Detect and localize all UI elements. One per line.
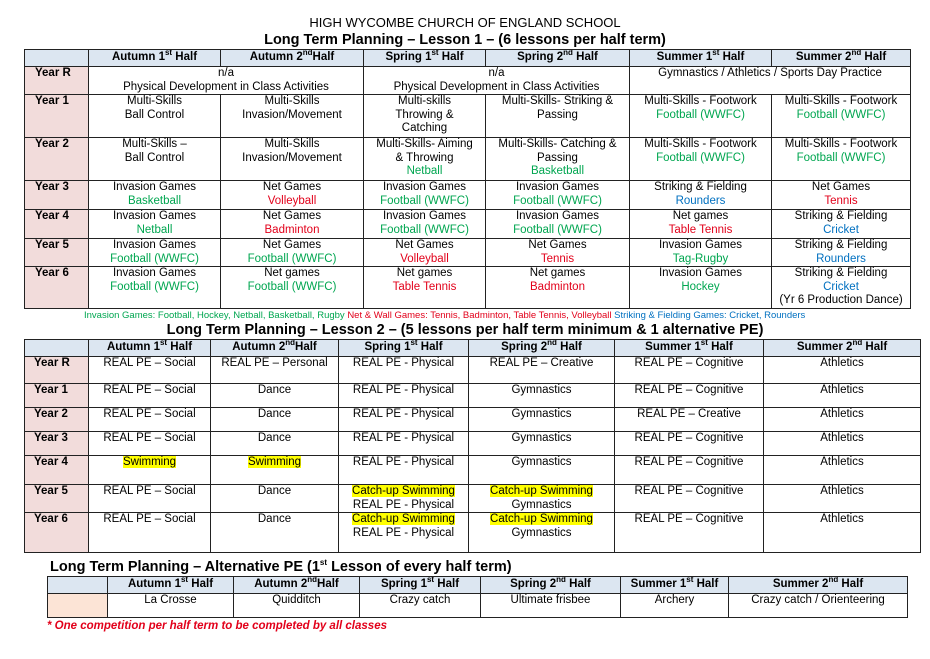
sport-text: Rounders [816,252,866,265]
sport-text: Football (WWFC) [380,223,469,236]
sport-text: Football (WWFC) [656,151,745,164]
cell [364,181,486,210]
lesson1-row-year-r [25,67,911,95]
swimming-highlight: Swimming [122,456,177,468]
header-spring-2: Spring 2nd Half [481,577,621,594]
sport-text: Football (WWFC) [796,151,886,164]
activity-text: Net games [529,267,586,279]
alt-title: Long Term Planning – Alternative PE (1st Lesson of every half term) [50,558,512,575]
activity-text: Net games [672,210,729,222]
lesson1-row-year-2 [25,138,911,181]
sport-text: Football (WWFC) [513,223,602,236]
lesson2-row-year-5 [25,485,921,513]
cell [486,267,630,309]
header-autumn-2: Autumn 2ndHalf [234,577,360,594]
activity-text: Invasion Games [112,239,197,251]
cell: Gymnastics [469,456,615,485]
corner-cell [48,577,108,594]
na-text: n/a [218,67,234,79]
activity-text: Ball Control [124,108,185,121]
activity-text: Multi-Skills - Footwork [644,138,757,150]
cell [221,210,364,239]
sport-text: Badminton [530,280,585,293]
activity-text: Striking & Fielding [654,181,747,193]
lesson2-header-row [25,340,921,357]
sport-text: Tag-Rugby [672,252,729,265]
cell: REAL PE - Physical [339,357,469,384]
lesson1-row-year-1 [25,95,911,138]
year-label: Year 5 [25,239,89,267]
legend-net: Net & Wall Games: Tennis, Badminton, Table Tennis, Volleyball [347,310,612,321]
activity-text: Invasion/Movement [242,151,342,164]
activity-text: Multi-Skills - Footwork [644,95,757,107]
catch-up-highlight: Catch-up Swimming [490,485,593,497]
activity-text: Net Games [262,181,322,193]
cell [486,181,630,210]
sport-text: Football (WWFC) [380,194,469,207]
cell: Athletics [764,485,921,513]
cell: REAL PE – Social [89,432,211,456]
activity-text: Invasion/Movement [242,108,342,121]
cell: Dance [211,432,339,456]
activity-text: Multi-Skills [127,95,182,107]
cell [89,138,221,181]
cell: Dance [211,513,339,553]
year-label: Year 2 [25,138,89,181]
cell: REAL PE – Cognitive [615,357,764,384]
sport-text: Football (WWFC) [796,108,886,121]
cell [630,239,772,267]
header-spring-2: Spring 2nd Half [486,50,630,67]
header-autumn-2: Autumn 2ndHalf [211,340,339,357]
activity-text: Striking & Fielding [794,239,888,251]
activity-text: Catching [401,122,448,134]
activity-text: & Throwing [395,151,454,164]
cell [89,267,221,309]
cell: REAL PE – Creative [469,357,615,384]
lesson2-table [24,339,921,553]
activity-text: Net Games [811,181,871,193]
sport-text: Basketball [127,194,182,207]
cell [89,95,221,138]
sport-text: Badminton [264,223,320,236]
activity-text: Physical Development in Class Activities [123,80,329,93]
cell: Quidditch [234,594,360,618]
activity-text: Gymnastics / Athletics / Sports Day Practice [658,67,882,79]
cell: Dance [211,485,339,513]
cell: Crazy catch / Orienteering [729,594,908,618]
cell [221,239,364,267]
cell [221,95,364,138]
activity-text: Throwing & [395,108,454,121]
activity-text: Striking & Fielding [794,267,888,279]
activity-text: Net Games [528,239,587,251]
lesson2-row-year-1 [25,384,921,408]
lesson1-header-row [25,50,911,67]
cell [89,239,221,267]
na-text: n/a [488,67,505,79]
cell: REAL PE – Social [89,513,211,553]
activity-text: Invasion Games [112,181,197,193]
activity-text: Striking & Fielding [794,210,888,222]
cell [364,267,486,309]
cell: Gymnastics [469,408,615,432]
cell: Dance [211,384,339,408]
sport-text: Table Tennis [392,280,457,293]
cell [486,138,630,181]
cell: Athletics [764,357,921,384]
activity-text: (Yr 6 Production Dance) [779,294,903,306]
activity-text: REAL PE - Physical [352,526,455,539]
alt-label-cell [48,594,108,618]
cell [630,181,772,210]
header-spring-2: Spring 2nd Half [469,340,615,357]
cell: REAL PE – Cognitive [615,456,764,485]
cell [221,181,364,210]
cell: REAL PE – Creative [615,408,764,432]
activity-text: Net games [396,267,453,279]
cell [772,267,911,309]
sport-text: Volleyball [400,252,449,265]
year-label: Year 3 [25,181,89,210]
header-spring-1: Spring 1st Half [360,577,481,594]
cell: REAL PE – Cognitive [615,384,764,408]
cell [89,210,221,239]
activity-text: Gymnastics [511,526,572,539]
sport-text: Rounders [675,194,726,207]
cell: Crazy catch [360,594,481,618]
corner-cell [25,50,89,67]
cell [772,181,911,210]
activity-text: Invasion Games [112,210,197,222]
sport-text: Football (WWFC) [110,252,199,265]
year-label: Year R [25,357,89,384]
cell [221,267,364,309]
cell: REAL PE - Physical [339,408,469,432]
sport-legend [84,310,924,321]
sport-text: Hockey [681,280,720,293]
alt-table [47,576,908,618]
activity-text: Multi-Skills- Catching & [498,138,617,150]
header-summer-1: Summer 1st Half [615,340,764,357]
cell [469,485,615,513]
sport-text: Football (WWFC) [110,280,199,293]
lesson2-row-year-r [25,357,921,384]
cell [486,239,630,267]
sport-text: Netball [136,223,173,236]
lesson1-title: Long Term Planning – Lesson 1 – (6 lessons per half term) [264,32,666,48]
cell [469,513,615,553]
cell [221,138,364,181]
sport-text: Cricket [823,223,859,236]
cell [772,95,911,138]
activity-text: Invasion Games [382,210,467,222]
catch-up-highlight: Catch-up Swimming [490,513,593,525]
sport-text: Tennis [824,194,858,207]
activity-text: Invasion Games [112,267,197,279]
lesson2-row-year-3 [25,432,921,456]
lesson2-title: Long Term Planning – Lesson 2 – (5 lessons per half term minimum & 1 alternative PE) [166,322,764,338]
legend-invasion: Invasion Games: Football, Hockey, Netball, Basketball, Rugby [84,310,345,321]
lesson1-row-year-6 [25,267,911,309]
activity-text: Multi-Skills [264,138,320,150]
yr-spring-cell [364,67,630,95]
sport-text: Volleyball [267,194,317,207]
cell [89,181,221,210]
activity-text: Gymnastics [511,498,572,511]
activity-text: Multi-Skills- Aiming [376,138,473,150]
header-spring-1: Spring 1st Half [339,340,469,357]
activity-text: Invasion Games [658,267,743,279]
cell [364,138,486,181]
catch-up-highlight: Catch-up Swimming [352,485,455,497]
cell: Athletics [764,513,921,553]
year-label: Year 6 [25,513,89,553]
header-summer-2: Summer 2nd Half [772,50,911,67]
cell [772,138,911,181]
header-autumn-1: Autumn 1st Half [89,50,221,67]
cell: Gymnastics [469,432,615,456]
activity-text: Invasion Games [382,181,467,193]
yr-summer-cell [630,67,911,95]
corner-cell [25,340,89,357]
lesson1-table [24,49,911,309]
cell [630,95,772,138]
year-label: Year 4 [25,210,89,239]
year-label: Year R [25,67,89,95]
activity-text: Net Games [395,239,454,251]
school-name: HIGH WYCOMBE CHURCH OF ENGLAND SCHOOL [309,15,621,30]
cell [630,138,772,181]
activity-text: Net Games [262,210,322,222]
header-summer-1: Summer 1st Half [630,50,772,67]
lesson1-row-year-3 [25,181,911,210]
catch-up-highlight: Catch-up Swimming [352,513,455,525]
cell: Gymnastics [469,384,615,408]
activity-text: Ball Control [124,151,185,164]
lesson2-row-year-6 [25,513,921,553]
cell: Athletics [764,384,921,408]
cell [772,210,911,239]
cell [89,456,211,485]
header-spring-1: Spring 1st Half [364,50,486,67]
cell: REAL PE – Social [89,408,211,432]
cell: REAL PE - Physical [339,456,469,485]
cell: Athletics [764,408,921,432]
activity-text: REAL PE - Physical [352,498,455,511]
activity-text: Passing [537,151,578,164]
sport-text: Basketball [530,165,585,177]
sport-text: Tennis [540,252,575,265]
cell: REAL PE – Cognitive [615,513,764,553]
sport-text: Football (WWFC) [247,252,337,265]
year-label: Year 6 [25,267,89,309]
cell: Athletics [764,456,921,485]
cell: REAL PE – Social [89,485,211,513]
lesson1-row-year-5 [25,239,911,267]
sport-text: Netball [406,165,443,177]
header-summer-1: Summer 1st Half [621,577,729,594]
year-label: Year 4 [25,456,89,485]
cell: Archery [621,594,729,618]
sport-text: Football (WWFC) [247,280,337,293]
cell [339,485,469,513]
cell [486,95,630,138]
cell [630,267,772,309]
activity-text: Net Games [262,239,322,251]
lesson1-row-year-4 [25,210,911,239]
cell: REAL PE – Social [89,384,211,408]
year-label: Year 1 [25,95,89,138]
cell: REAL PE – Cognitive [615,485,764,513]
header-summer-2: Summer 2nd Half [729,577,908,594]
cell: La Crosse [108,594,234,618]
alt-header-row [48,577,908,594]
cell [772,239,911,267]
year-label: Year 5 [25,485,89,513]
cell [486,210,630,239]
sport-text: Table Tennis [668,223,733,236]
cell: Ultimate frisbee [481,594,621,618]
sport-text: Cricket [823,280,859,293]
cell [339,513,469,553]
year-label: Year 3 [25,432,89,456]
activity-text: Multi-Skills [264,95,320,107]
cell [364,239,486,267]
header-autumn-1: Autumn 1st Half [89,340,211,357]
activity-text: Invasion Games [515,210,600,222]
cell: Athletics [764,432,921,456]
competition-note: * One competition per half term to be completed by all classes [47,620,387,632]
alt-values-row [48,594,908,618]
header-summer-2: Summer 2nd Half [764,340,921,357]
cell: REAL PE - Physical [339,432,469,456]
activity-text: Invasion Games [658,239,743,251]
cell: REAL PE – Cognitive [615,432,764,456]
activity-text: Physical Development in Class Activities [393,80,600,93]
activity-text: Net games [264,267,320,279]
year-label: Year 2 [25,408,89,432]
cell: REAL PE – Social [89,357,211,384]
cell [630,210,772,239]
cell: REAL PE - Physical [339,384,469,408]
activity-text: Multi-Skills- Striking & [501,95,614,107]
activity-text: Multi-skills [397,95,452,107]
header-autumn-2: Autumn 2ndHalf [221,50,364,67]
cell [364,95,486,138]
activity-text: Multi-Skills - Footwork [784,95,898,107]
activity-text: Passing [537,108,578,121]
lesson2-row-year-4 [25,456,921,485]
header-autumn-1: Autumn 1st Half [108,577,234,594]
year-label: Year 1 [25,384,89,408]
legend-striking: Striking & Fielding Games: Cricket, Rounders [614,310,806,321]
activity-text: Invasion Games [515,181,600,193]
swimming-highlight: Swimming [247,456,302,468]
cell: REAL PE – Personal [211,357,339,384]
activity-text: Multi-Skills – [122,138,187,150]
lesson2-row-year-2 [25,408,921,432]
sport-text: Football (WWFC) [513,194,602,207]
cell [211,456,339,485]
cell: Dance [211,408,339,432]
cell [364,210,486,239]
yr-autumn-cell [89,67,364,95]
activity-text: Multi-Skills - Footwork [784,138,898,150]
sport-text: Football (WWFC) [656,108,745,121]
